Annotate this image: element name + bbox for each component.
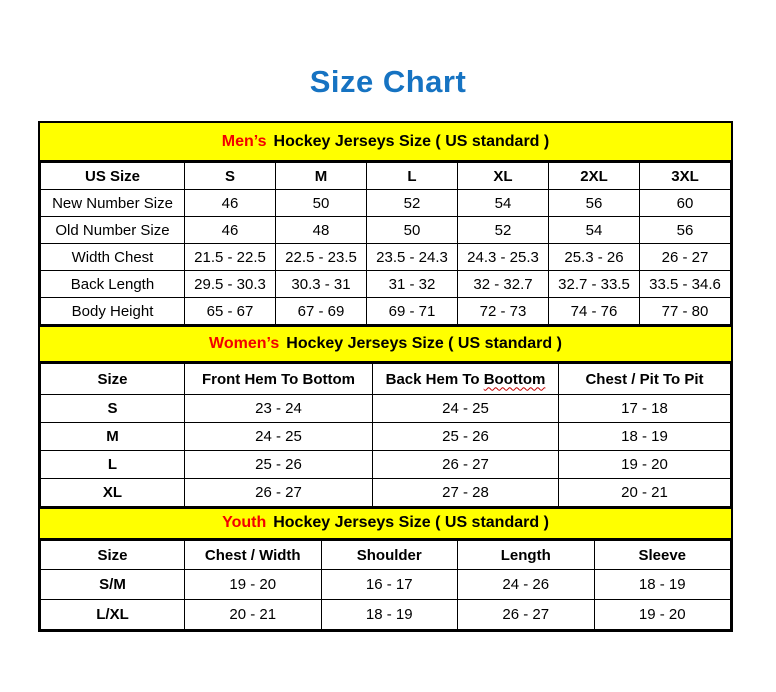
row-label: M xyxy=(41,423,185,451)
column-header: 3XL xyxy=(640,163,731,190)
mens-header-row xyxy=(41,163,731,190)
table-cell: 56 xyxy=(640,217,731,244)
row-label: Old Number Size xyxy=(41,217,185,244)
table-cell: 25.3 - 26 xyxy=(549,244,640,271)
row-label: Back Length xyxy=(41,271,185,298)
row-label: Body Height xyxy=(41,298,185,325)
table-cell: 23 - 24 xyxy=(185,395,373,423)
table-cell: 29.5 - 30.3 xyxy=(185,271,276,298)
table-cell: 33.5 - 34.6 xyxy=(640,271,731,298)
table-cell: 20 - 21 xyxy=(185,600,322,630)
row-label: L xyxy=(41,451,185,479)
mens-size-table xyxy=(40,162,731,325)
column-header: Chest / Width xyxy=(185,541,322,570)
table-cell: 26 - 27 xyxy=(373,451,559,479)
column-header: 2XL xyxy=(549,163,640,190)
mens-section-header xyxy=(40,123,731,162)
table-cell: 67 - 69 xyxy=(276,298,367,325)
table-cell: 22.5 - 23.5 xyxy=(276,244,367,271)
column-header: Size xyxy=(41,364,185,395)
table-cell: 19 - 20 xyxy=(559,451,731,479)
table-cell: 21.5 - 22.5 xyxy=(185,244,276,271)
table-cell: 54 xyxy=(549,217,640,244)
table-cell: 26 - 27 xyxy=(640,244,731,271)
table-cell: 77 - 80 xyxy=(640,298,731,325)
size-chart xyxy=(38,121,733,632)
table-cell: 24.3 - 25.3 xyxy=(458,244,549,271)
youth-section-highlight: Youth xyxy=(222,514,267,531)
table-cell: 25 - 26 xyxy=(373,423,559,451)
table-cell: 32 - 32.7 xyxy=(458,271,549,298)
table-cell: 25 - 26 xyxy=(185,451,373,479)
womens-size-table xyxy=(40,363,731,507)
table-cell: 26 - 27 xyxy=(185,479,373,507)
table-cell: 24 - 25 xyxy=(373,395,559,423)
table-row xyxy=(41,298,731,325)
table-cell: 32.7 - 33.5 xyxy=(549,271,640,298)
column-header: Length xyxy=(458,541,595,570)
column-header-text: Back Hem To xyxy=(385,370,480,388)
youth-header-row xyxy=(41,541,731,570)
table-row xyxy=(41,395,731,423)
table-cell: 30.3 - 31 xyxy=(276,271,367,298)
table-cell: 17 - 18 xyxy=(559,395,731,423)
column-header: Front Hem To Bottom xyxy=(185,364,373,395)
column-header: Size xyxy=(41,541,185,570)
table-cell: 26 - 27 xyxy=(458,600,595,630)
table-cell: 16 - 17 xyxy=(321,570,458,600)
column-header: Sleeve xyxy=(594,541,731,570)
table-cell: 52 xyxy=(458,217,549,244)
mens-section-title: Hockey Jerseys Size ( US standard ) xyxy=(273,133,550,150)
column-header: Shoulder xyxy=(321,541,458,570)
table-cell: 65 - 67 xyxy=(185,298,276,325)
table-cell: 19 - 20 xyxy=(594,600,731,630)
column-header: XL xyxy=(458,163,549,190)
table-cell: 50 xyxy=(276,190,367,217)
table-row xyxy=(41,570,731,600)
table-row xyxy=(41,190,731,217)
row-label: Width Chest xyxy=(41,244,185,271)
table-cell: 74 - 76 xyxy=(549,298,640,325)
mens-section-highlight: Men’s xyxy=(221,133,267,150)
table-cell: 50 xyxy=(367,217,458,244)
column-header: US Size xyxy=(41,163,185,190)
table-cell: 31 - 32 xyxy=(367,271,458,298)
table-row xyxy=(41,271,731,298)
column-header: Chest / Pit To Pit xyxy=(559,364,731,395)
row-label: L/XL xyxy=(41,600,185,630)
table-cell: 46 xyxy=(185,217,276,244)
table-cell: 60 xyxy=(640,190,731,217)
table-cell: 56 xyxy=(549,190,640,217)
table-row xyxy=(41,244,731,271)
misspelled-word: Boottom xyxy=(483,370,546,388)
table-cell: 18 - 19 xyxy=(559,423,731,451)
table-cell: 72 - 73 xyxy=(458,298,549,325)
column-header: L xyxy=(367,163,458,190)
table-cell: 48 xyxy=(276,217,367,244)
table-cell: 24 - 25 xyxy=(185,423,373,451)
womens-section-header xyxy=(40,325,731,363)
row-label: XL xyxy=(41,479,185,507)
table-cell: 18 - 19 xyxy=(594,570,731,600)
youth-size-table xyxy=(40,540,731,630)
womens-header-row xyxy=(41,364,731,395)
table-cell: 52 xyxy=(367,190,458,217)
table-row xyxy=(41,423,731,451)
table-row xyxy=(41,479,731,507)
table-cell: 27 - 28 xyxy=(373,479,559,507)
page-title: Size Chart xyxy=(309,64,467,99)
table-row xyxy=(41,217,731,244)
table-cell: 20 - 21 xyxy=(559,479,731,507)
row-label: S/M xyxy=(41,570,185,600)
column-header xyxy=(373,364,559,395)
column-header: M xyxy=(276,163,367,190)
womens-section-title: Hockey Jerseys Size ( US standard ) xyxy=(286,335,562,352)
table-cell: 46 xyxy=(185,190,276,217)
table-cell: 69 - 71 xyxy=(367,298,458,325)
youth-section-title: Hockey Jerseys Size ( US standard ) xyxy=(273,514,549,531)
table-row xyxy=(41,451,731,479)
column-header: S xyxy=(185,163,276,190)
table-cell: 54 xyxy=(458,190,549,217)
table-cell: 24 - 26 xyxy=(458,570,595,600)
table-cell: 19 - 20 xyxy=(185,570,322,600)
table-cell: 23.5 - 24.3 xyxy=(367,244,458,271)
youth-section-header xyxy=(40,507,731,540)
table-cell: 18 - 19 xyxy=(321,600,458,630)
womens-section-highlight: Women’s xyxy=(209,335,280,352)
row-label: S xyxy=(41,395,185,423)
row-label: New Number Size xyxy=(41,190,185,217)
table-row xyxy=(41,600,731,630)
